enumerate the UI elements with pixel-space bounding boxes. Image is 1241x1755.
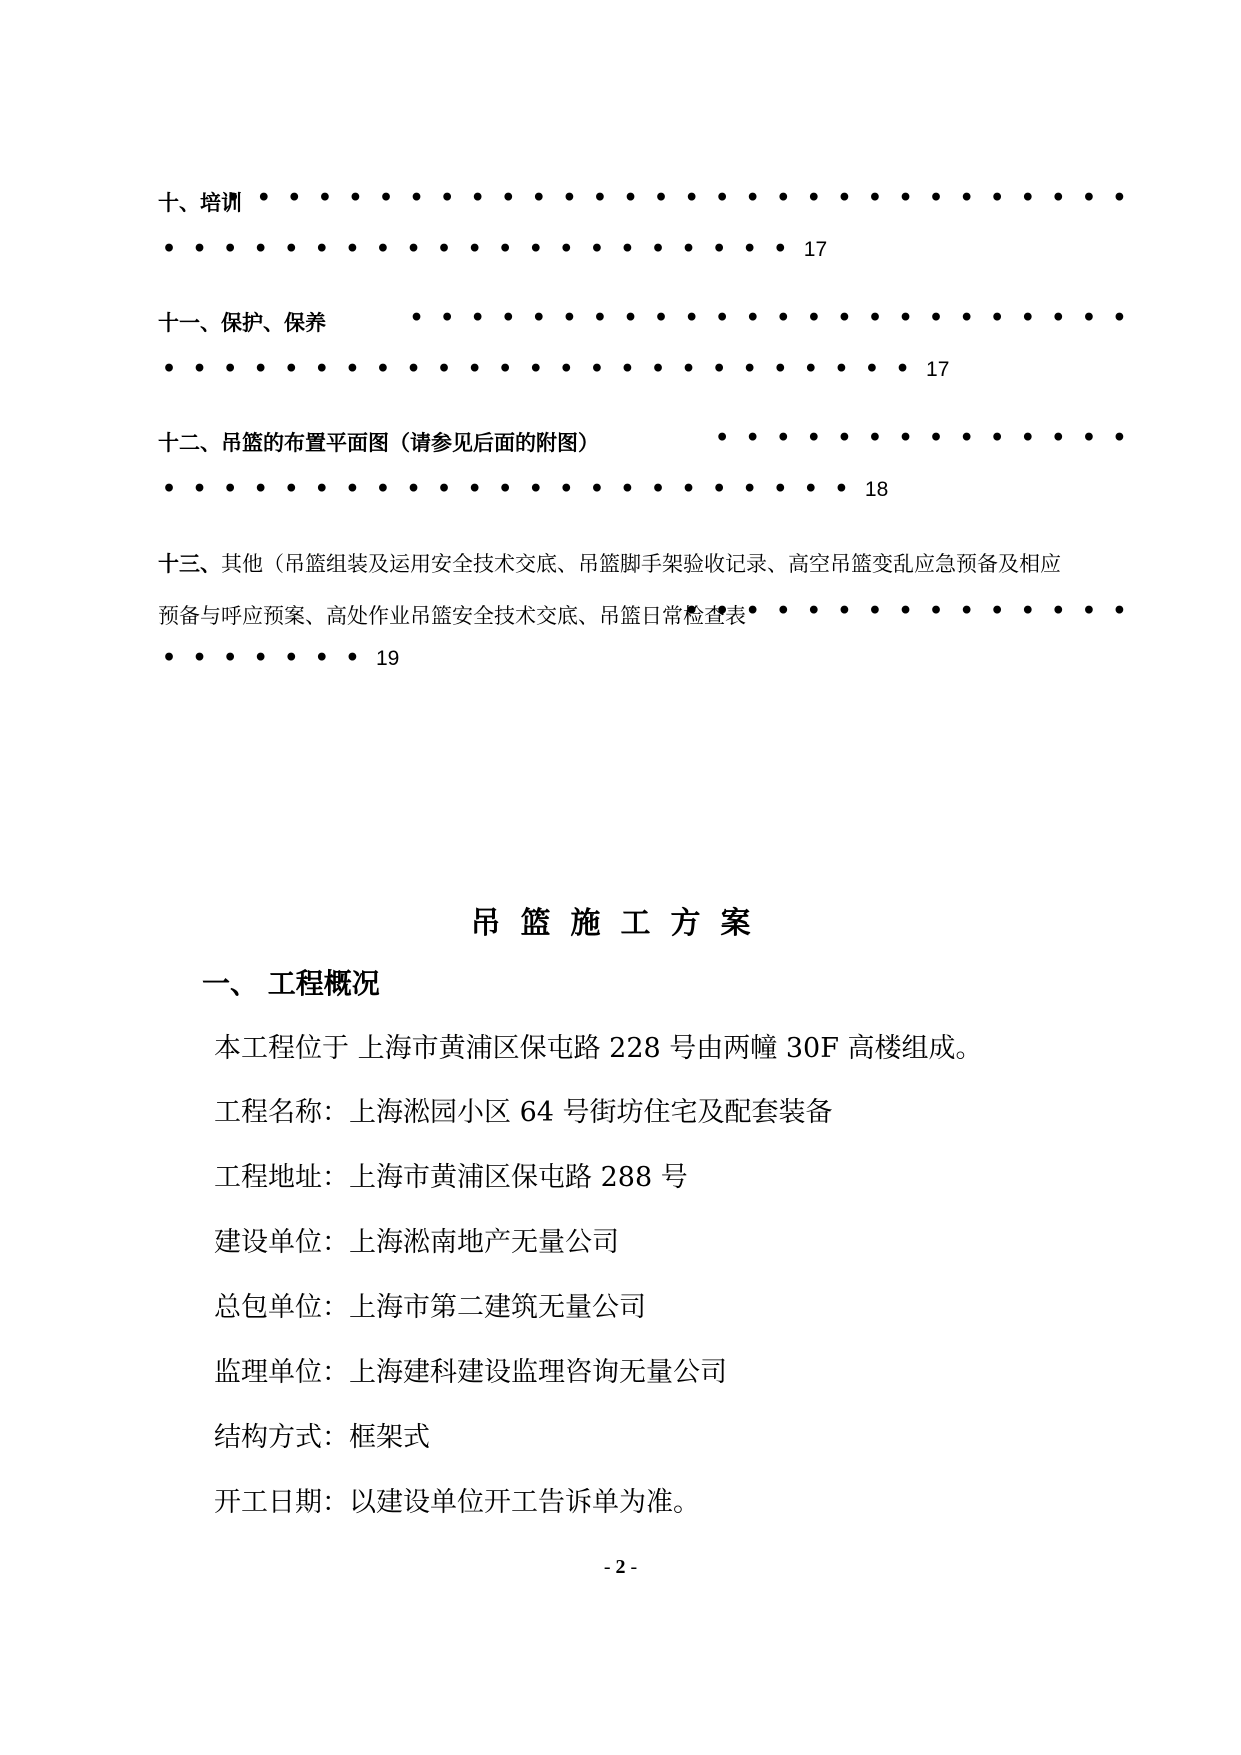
document-title: 吊篮施工方案	[470, 906, 771, 941]
toc-leader-dots: ••••••••••••••••••••••••••••••	[226, 187, 1143, 211]
body-line-location: 本工程位于 上海市黄浦区保屯路 228 号由两幢 30F 高楼组成。	[214, 1033, 983, 1064]
toc-leader-dots: •••••••	[162, 645, 376, 671]
toc-entry-13-line1[interactable]	[158, 548, 1143, 578]
toc-entry-title: 十一、保护、保养	[158, 310, 326, 335]
toc-entry-11-continuation[interactable]	[162, 356, 949, 396]
toc-leader-dots: •••••••••••••••••••••••	[162, 476, 865, 502]
toc-entry-12[interactable]	[158, 427, 1143, 467]
toc-leader-dots: •••••••••••••••••••••	[162, 236, 804, 262]
toc-leader-dots: ••••••••••••••	[715, 427, 1143, 451]
body-line-project-name: 工程名称：上海淞园小区 64 号街坊住宅及配套装备	[214, 1097, 833, 1128]
toc-entry-10[interactable]	[158, 187, 1143, 227]
toc-leader-dots: •••••••••••••••••••••••••	[162, 356, 927, 382]
toc-entry-10-continuation[interactable]	[162, 236, 827, 276]
toc-leader-dots: •••••••••••••••	[684, 600, 1143, 624]
toc-entry-number: 十三、	[158, 551, 221, 576]
toc-page-number: 18	[864, 478, 889, 501]
toc-page-number: 17	[803, 238, 828, 261]
toc-entry-title: 十、培训	[158, 190, 242, 215]
body-line-general-contractor: 总包单位：上海市第二建筑无量公司	[214, 1292, 646, 1323]
page-number-value: 2	[615, 1556, 626, 1578]
body-line-project-address: 工程地址：上海市黄浦区保屯路 288 号	[214, 1162, 688, 1193]
toc-page-number: 19	[375, 647, 400, 670]
page-number-prefix: -	[603, 1556, 616, 1578]
page-number	[0, 1556, 1241, 1579]
toc-entry-13-continuation[interactable]	[162, 645, 399, 685]
body-line-owner: 建设单位：上海淞南地产无量公司	[214, 1227, 619, 1258]
section-heading: 一、 工程概况	[202, 967, 380, 1000]
toc-entry-title: 十二、吊篮的布置平面图（请参见后面的附图）	[158, 430, 599, 455]
toc-leader-dots: ••••••••••••••••••••••••	[409, 307, 1143, 331]
toc-entry-12-continuation[interactable]	[162, 476, 888, 516]
toc-page-number: 17	[926, 358, 950, 381]
toc-entry-title-cont: 预备与呼应预案、高处作业吊篮安全技术交底、吊篮日常检查表	[158, 604, 746, 628]
toc-entry-title: 其他（吊篮组装及运用安全技术交底、吊篮脚手架验收记录、高空吊篮变乱应急预备及相应	[221, 552, 1061, 576]
body-line-supervisor: 监理单位：上海建科建设监理咨询无量公司	[214, 1357, 727, 1388]
page-number-suffix: -	[625, 1556, 638, 1578]
toc-entry-13-line2[interactable]	[158, 600, 1143, 640]
toc-entry-11[interactable]	[158, 307, 1143, 347]
body-line-start-date: 开工日期：以建设单位开工告诉单为准。	[214, 1487, 700, 1518]
body-line-structure: 结构方式：框架式	[214, 1422, 430, 1453]
